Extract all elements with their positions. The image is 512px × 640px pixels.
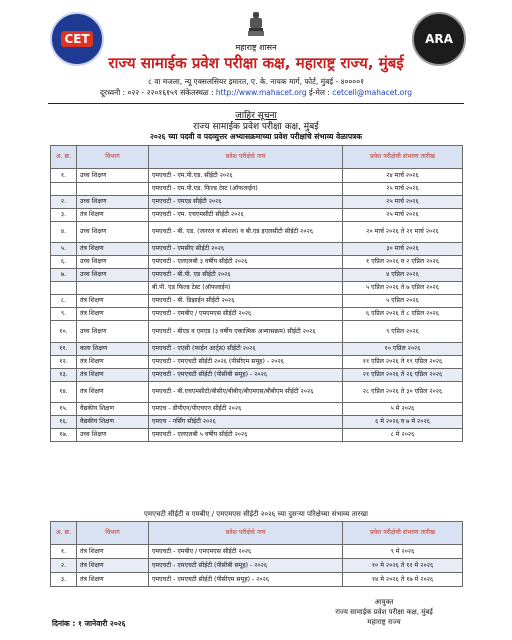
row-sr: १६. — [51, 416, 77, 429]
table-row — [51, 222, 463, 243]
row-date: ९ मे २०२६ — [343, 545, 463, 559]
notice-title: जाहिर सूचना — [235, 111, 277, 121]
row-exam: एमएच - डीपीएन/पीएचएन सीईटी २०२६ — [149, 403, 343, 416]
row-department: उच्च शिक्षण — [77, 321, 149, 343]
col-header-date: प्रवेश परीक्षेची संभाव्य तारीख — [343, 146, 463, 169]
row-date: १० एप्रिल २०२६ — [343, 343, 463, 356]
row-department — [77, 183, 149, 196]
row-date: ११ एप्रिल २०२६ ते १९ एप्रिल २०२६ — [343, 356, 463, 369]
schedule-table — [50, 145, 463, 442]
row-date: ९ एप्रिल २०२६ — [343, 321, 463, 343]
row-department: तंत्र शिक्षण — [77, 573, 149, 587]
col-header-exam: प्रवेश परीक्षेचे नाव — [149, 146, 343, 169]
row-sr: १७. — [51, 429, 77, 442]
col-header-exam: प्रवेश परीक्षेचे नाव — [149, 522, 343, 545]
table-row — [51, 169, 463, 183]
row-exam: एमएचटी - एम.पी.एड. सीईटी २०२६ — [149, 169, 343, 183]
national-emblem-icon — [246, 10, 266, 40]
row-date: २५ मार्च २०२६ — [343, 183, 463, 196]
schedule-subtitle: २०२६ च्या पदवी व पदव्युत्तर अभ्यासक्रमाच्या प्रवेश परीक्षांचे संभाव्य वेळापत्रक — [149, 132, 363, 141]
table-row — [51, 308, 463, 321]
table-row — [51, 429, 463, 442]
cet-logo-text: CET — [61, 31, 92, 47]
table-row — [51, 356, 463, 369]
row-exam: एमएचटी - एम. एचएमसीटी सीईटी २०२६ — [149, 209, 343, 222]
contact-line — [44, 88, 468, 98]
row-sr: ७. — [51, 269, 77, 282]
row-sr: १५. — [51, 403, 77, 416]
row-exam: एमएचटी - एमबीए / एमएमएस सीईटी २०२६ — [149, 308, 343, 321]
row-exam: एमएचटी - एम.पी.एड. फिल्ड टेस्ट (ऑफलाईन) — [149, 183, 343, 196]
col-header-date: प्रवेश परीक्षेची संभाव्य तारीख — [343, 522, 463, 545]
row-department: तंत्र शिक्षण — [77, 369, 149, 382]
row-department: उच्च शिक्षण — [77, 269, 149, 282]
row-department: तंत्र शिक्षण — [77, 295, 149, 308]
row-exam: एमएचटी - एमएचटी सीईटी (पीसीएम समूह) - २०२६ — [149, 573, 343, 587]
address: ८ वा मजला, न्यू एक्सलसियर इमारत, ए. के. नायक मार्ग, फोर्ट, मुंबई - ४००००१ — [147, 77, 364, 86]
table-row — [51, 243, 463, 256]
email-label: ई-मेल : — [309, 88, 330, 97]
row-department: तंत्र शिक्षण — [77, 545, 149, 559]
table-row — [51, 573, 463, 587]
row-sr: ८. — [51, 295, 77, 308]
row-date: २० मार्च २०२६ ते २१ मार्च २०२६ — [343, 222, 463, 243]
phone: दूरध्वनी : ०२२ - २२०१६१५९ — [100, 88, 178, 97]
row-sr: ३. — [51, 209, 77, 222]
table-row — [51, 369, 463, 382]
row-department: वैद्यकीय शिक्षण — [77, 403, 149, 416]
row-sr: १२. — [51, 356, 77, 369]
row-department — [77, 282, 149, 295]
col-header-department: विभाग — [77, 522, 149, 545]
row-department: उच्च शिक्षण — [77, 196, 149, 209]
row-sr: १. — [51, 169, 77, 183]
row-exam: एमएचटी - एमएचटी सीईटी (पीसीबी समूह) - २०२६ — [149, 369, 343, 382]
row-department: तंत्र शिक्षण — [77, 559, 149, 573]
table-row — [51, 416, 463, 429]
row-exam: एमएचटी - एमएचटी सीईटी (पीसीबी समूह) - २०२६ — [149, 559, 343, 573]
row-sr: ११. — [51, 343, 77, 356]
row-date: ६ एप्रिल २०२६ ते ८ एप्रिल २०२६ — [343, 308, 463, 321]
table-row — [51, 256, 463, 269]
row-exam: एमएचटी - एएसी (फाईन आर्ट्स) सीईटी २०२६ — [149, 343, 343, 356]
table-row — [51, 321, 463, 343]
col-header-sr: अ. क्र. — [51, 146, 77, 169]
row-department: उच्च शिक्षण — [77, 429, 149, 442]
row-date: २८ एप्रिल २०२६ ते ३० एप्रिल २०२६ — [343, 382, 463, 403]
table-row — [51, 559, 463, 573]
row-department: तंत्र शिक्षण — [77, 243, 149, 256]
row-department: तंत्र शिक्षण — [77, 356, 149, 369]
row-exam: एमएचटी - बी.एचएमसीटी/बीसीए/बीबीए/बीएमएस/बीबीएम सीईटी २०२६ — [149, 382, 343, 403]
row-date: २५ मार्च २०२६ — [343, 196, 463, 209]
row-department: वैद्यकीय शिक्षण — [77, 416, 149, 429]
table-row — [51, 295, 463, 308]
signatory-state: महाराष्ट्र राज्य — [367, 618, 401, 626]
signatory-org: राज्य सामाईक प्रवेश परीक्षा कक्ष, मुंबई — [335, 608, 433, 616]
row-date: २१ एप्रिल २०२६ ते २६ एप्रिल २०२६ — [343, 369, 463, 382]
table-row — [51, 403, 463, 416]
row-exam: एमएचटी - बीएड व एमएड (३ वर्षीय एकात्मिक अभ्यासक्रम) सीईटी २०२६ — [149, 321, 343, 343]
row-sr: ३. — [51, 573, 77, 587]
row-date: ४ एप्रिल २०२६ — [343, 269, 463, 282]
table-row — [51, 282, 463, 295]
row-exam: बी.पी. एड फिल्ड टेस्ट (ऑफलाईन) — [149, 282, 343, 295]
notice-org: राज्य सामाईक प्रवेश परीक्षा कक्ष, मुंबई — [193, 122, 319, 132]
row-date: ३० मार्च २०२६ — [343, 243, 463, 256]
table-row — [51, 545, 463, 559]
table-row — [51, 196, 463, 209]
row-department: उच्च शिक्षण — [77, 169, 149, 183]
row-department: तंत्र शिक्षण — [77, 209, 149, 222]
row-date: १ एप्रिल २०२६ व २ एप्रिल २०२६ — [343, 256, 463, 269]
table-row — [51, 269, 463, 282]
row-sr: ६. — [51, 256, 77, 269]
row-sr: १४. — [51, 382, 77, 403]
row-exam: एमएचटी - एलएलबी ३ वर्षीय सीईटी २०२६ — [149, 256, 343, 269]
row-date: २४ मार्च २०२६ — [343, 169, 463, 183]
row-date: ८ मे २०२६ — [343, 429, 463, 442]
row-exam: एमएच - नर्सिंग सीईटी २०२६ — [149, 416, 343, 429]
row-department: तंत्र शिक्षण — [77, 308, 149, 321]
signatory-title: आयुक्त — [374, 598, 394, 606]
row-date: ५ मे २०२६ — [343, 403, 463, 416]
website-link[interactable]: http://www.mahacet.org — [215, 88, 307, 97]
row-department: उच्च शिक्षण — [77, 222, 149, 243]
row-date: ६ मे २०२६ व ७ मे २०२६ — [343, 416, 463, 429]
notice-date: दिनांक : १ जानेवारी २०२६ — [52, 619, 126, 628]
row-date: १० मे २०२६ ते ११ मे २०२६ — [343, 559, 463, 573]
org-title: राज्य सामाईक प्रवेश परीक्षा कक्ष, महाराष्ट्र राज्य, मुंबई — [108, 54, 404, 72]
row-department: कला शिक्षण — [77, 343, 149, 356]
table-row — [51, 343, 463, 356]
row-exam: एमएचटी - बी. एड. (जनरल व स्पेशल) व बी.एड इएलसीटी सीईटी २०२६ — [149, 222, 343, 243]
table-row — [51, 183, 463, 196]
email-link[interactable]: cetcell@mahacet.org — [332, 88, 412, 97]
row-exam: एमएचटी - एमसीए सीईटी २०२६ — [149, 243, 343, 256]
row-sr: १०. — [51, 321, 77, 343]
row-sr — [51, 183, 77, 196]
row-date: २५ मार्च २०२६ — [343, 209, 463, 222]
second-schedule-table — [50, 521, 463, 587]
row-sr: २. — [51, 559, 77, 573]
row-department: उच्च शिक्षण — [77, 256, 149, 269]
row-sr: १३. — [51, 369, 77, 382]
website-label: संकेतस्थळ : — [180, 88, 214, 97]
row-exam: एमएचटी - बी. डिझाईन सीईटी २०२६ — [149, 295, 343, 308]
row-exam: एमएचटी - एमएचटी सीईटी २०२६ (पीसीएम समूह) - २०२६ — [149, 356, 343, 369]
row-exam: एमएचटी - एमबीए / एमएमएस सीईटी २०२६ — [149, 545, 343, 559]
row-sr: ५. — [51, 243, 77, 256]
row-date: ५ एप्रिल २०२६ ते ७ एप्रिल २०२६ — [343, 282, 463, 295]
row-exam: एमएचटी - बी.पी. एड सीईटी २०२६ — [149, 269, 343, 282]
row-exam: एमएचटी - एमएड सीईटी २०२६ — [149, 196, 343, 209]
ara-logo-text: ARA — [425, 32, 453, 46]
row-exam: एमएचटी - एलएलबी ५ वर्षीय सीईटी २०२६ — [149, 429, 343, 442]
row-sr: २. — [51, 196, 77, 209]
col-header-department: विभाग — [77, 146, 149, 169]
row-date: १४ मे २०२६ ते १७ मे २०२६ — [343, 573, 463, 587]
row-date: ५ एप्रिल २०२६ — [343, 295, 463, 308]
gov-label: महाराष्ट्र शासन — [235, 43, 277, 52]
table-row — [51, 382, 463, 403]
row-sr: ४. — [51, 222, 77, 243]
table-row — [51, 209, 463, 222]
col-header-sr: अ. क्र. — [51, 522, 77, 545]
second-exam-subtitle: एमएचटी सीईटी व एमबीए / एमएमएस सीईटी २०२६ च्या दुसऱ्या परिक्षेच्या संभाव्य तारखा — [144, 510, 368, 518]
header-divider — [48, 103, 464, 104]
notice-sheet — [44, 8, 468, 632]
row-sr: ९. — [51, 308, 77, 321]
row-sr: १. — [51, 545, 77, 559]
row-sr — [51, 282, 77, 295]
row-department: तंत्र शिक्षण — [77, 382, 149, 403]
